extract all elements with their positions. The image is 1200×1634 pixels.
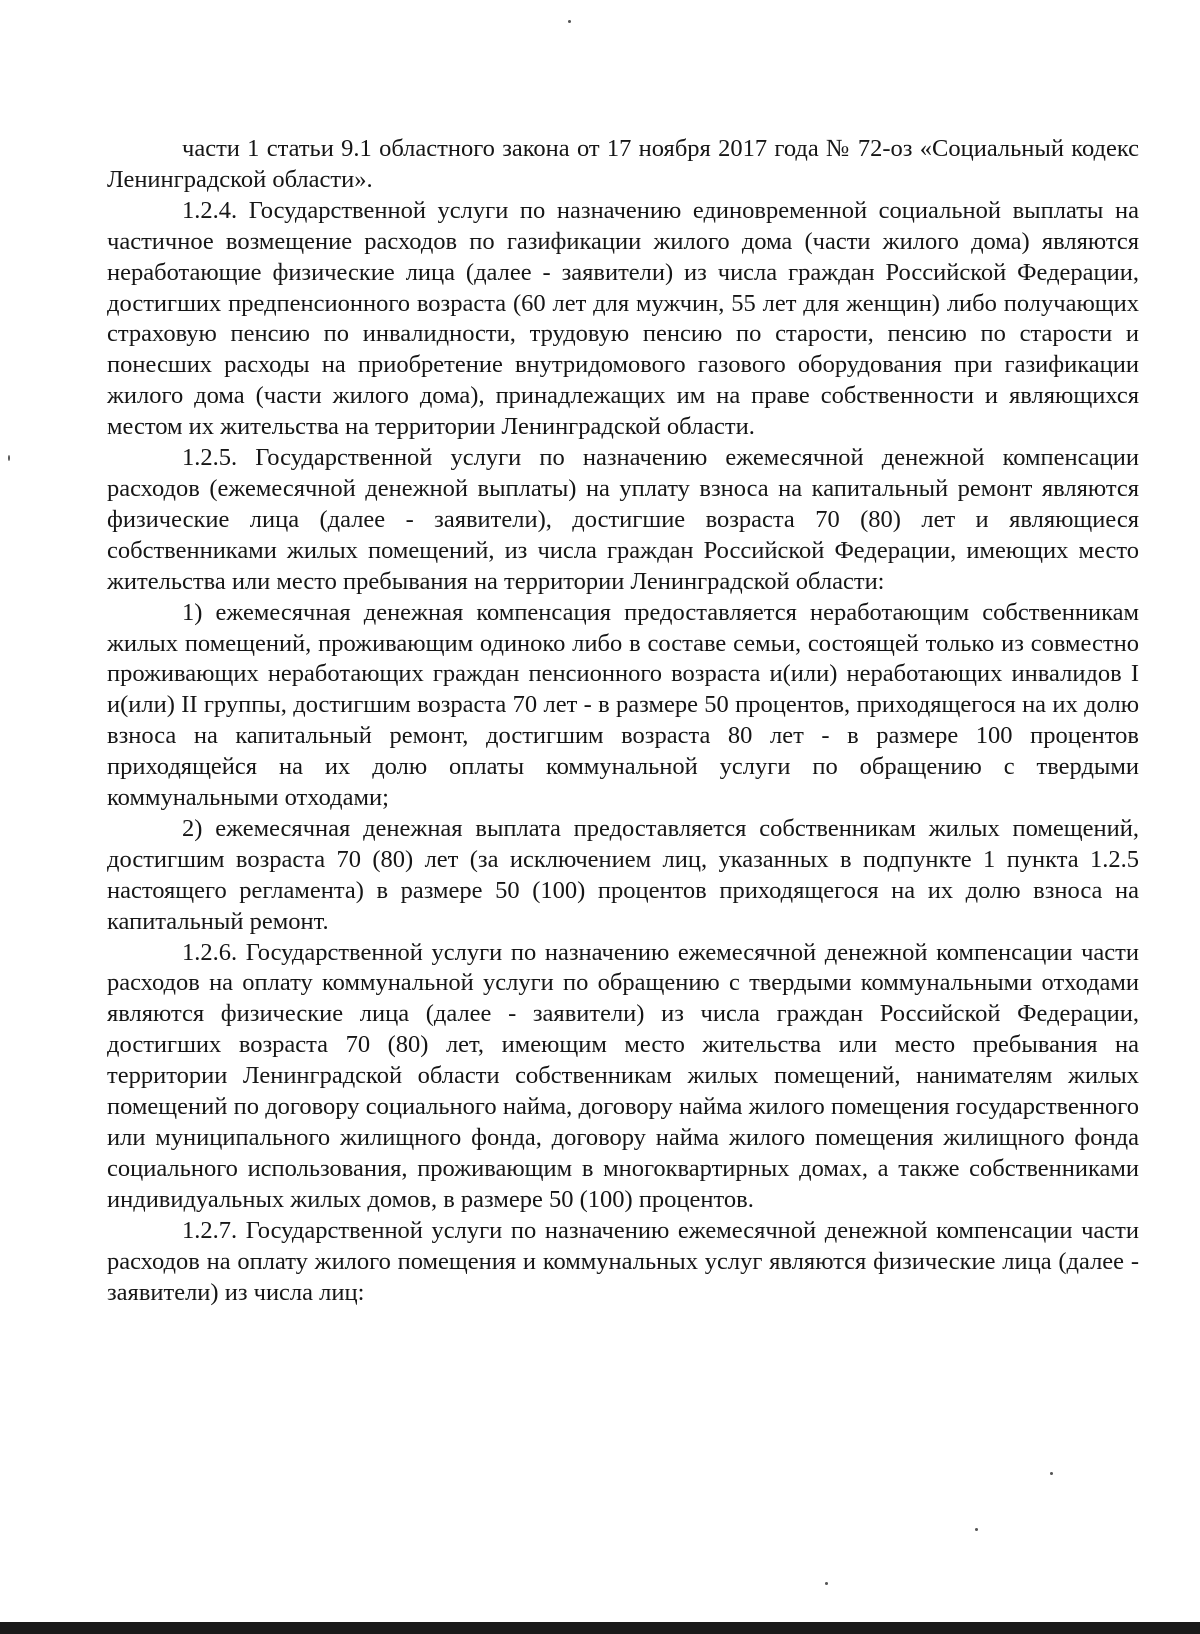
- scan-speck: [825, 1582, 828, 1585]
- document-body: [107, 134, 1139, 1308]
- paragraph-1-2-7: 1.2.7. Государственной услуги по назначению ежемесячной денежной компенсации части расходов на оплату жилого помещения и коммунальных услуг являются физические лица (далее - заявители) из числа лиц:: [107, 1216, 1139, 1306]
- scan-edge-bar: [0, 1622, 1200, 1634]
- paragraph-1-2-5: 1.2.5. Государственной услуги по назначению ежемесячной денежной компенсации расходов (ежемесячной денежной выплаты) на уплату взноса на капитальный ремонт являются физические лица (далее - заявители), достигшие возраста 70 (80) лет и являющиеся собственниками жилых помещений, из числа граждан Российской Федерации, имеющих место жительства или место пребывания на территории Ленинградской области:: [107, 444, 1139, 595]
- scan-speck: [1050, 1472, 1053, 1475]
- paragraph-continuation: части 1 статьи 9.1 областного закона от 17 ноября 2017 года № 72-оз «Социальный кодекс Ленинградской области».: [107, 135, 1139, 193]
- scan-speck: [8, 455, 10, 461]
- paragraph-item-1: 1) ежемесячная денежная компенсация предоставляется неработающим собственникам жилых помещений, проживающим одиноко либо в составе семьи, состоящей только из совместно проживающих неработающих граждан пенсионного возраста и(или) неработающих инвалидов I и(или) II группы, достигшим возраста 70 лет - в размере 50 процентов, приходящегося на их долю взноса на капитальный ремонт, достигшим возраста 80 лет - в размере 100 процентов приходящейся на их долю оплаты коммунальной услуги по обращению с твердыми коммунальными отходами;: [107, 598, 1139, 812]
- paragraph-1-2-4: 1.2.4. Государственной услуги по назначению единовременной социальной выплаты на частичное возмещение расходов по газификации жилого дома (части жилого дома) являются неработающие физические лица (далее - заявители) из числа граждан Российской Федерации, достигших предпенсионного возраста (60 лет для мужчин, 55 лет для женщин) либо получающих страховую пенсию по инвалидности, трудовую пенсию по старости, пенсию по старости и понесших расходы на приобретение внутридомового газового оборудования при газификации жилого дома (части жилого дома), принадлежащих им на праве собственности и являющихся местом их жительства на территории Ленинградской области.: [107, 196, 1139, 441]
- scan-speck: [568, 20, 571, 23]
- scan-speck: [975, 1528, 978, 1531]
- paragraph-1-2-6: 1.2.6. Государственной услуги по назначению ежемесячной денежной компенсации части расходов на оплату коммунальной услуги по обращению с твердыми коммунальными отходами являются физические лица (далее - заявители) из числа граждан Российской Федерации, достигших возраста 70 (80) лет, имеющим место жительства или место пребывания на территории Ленинградской области собственникам жилых помещений, нанимателям жилых помещений по договору социального найма, договору найма жилого помещения государственного или муниципального жилищного фонда, договору найма жилого помещения жилищного фонда социального использования, проживающим в многоквартирных домах, а также собственниками индивидуальных жилых домов, в размере 50 (100) процентов.: [107, 938, 1139, 1213]
- paragraph-item-2: 2) ежемесячная денежная выплата предоставляется собственникам жилых помещений, достигшим возраста 70 (80) лет (за исключением лиц, указанных в подпункте 1 пункта 1.2.5 настоящего регламента) в размере 50 (100) процентов приходящегося на их долю взноса на капитальный ремонт.: [107, 814, 1139, 935]
